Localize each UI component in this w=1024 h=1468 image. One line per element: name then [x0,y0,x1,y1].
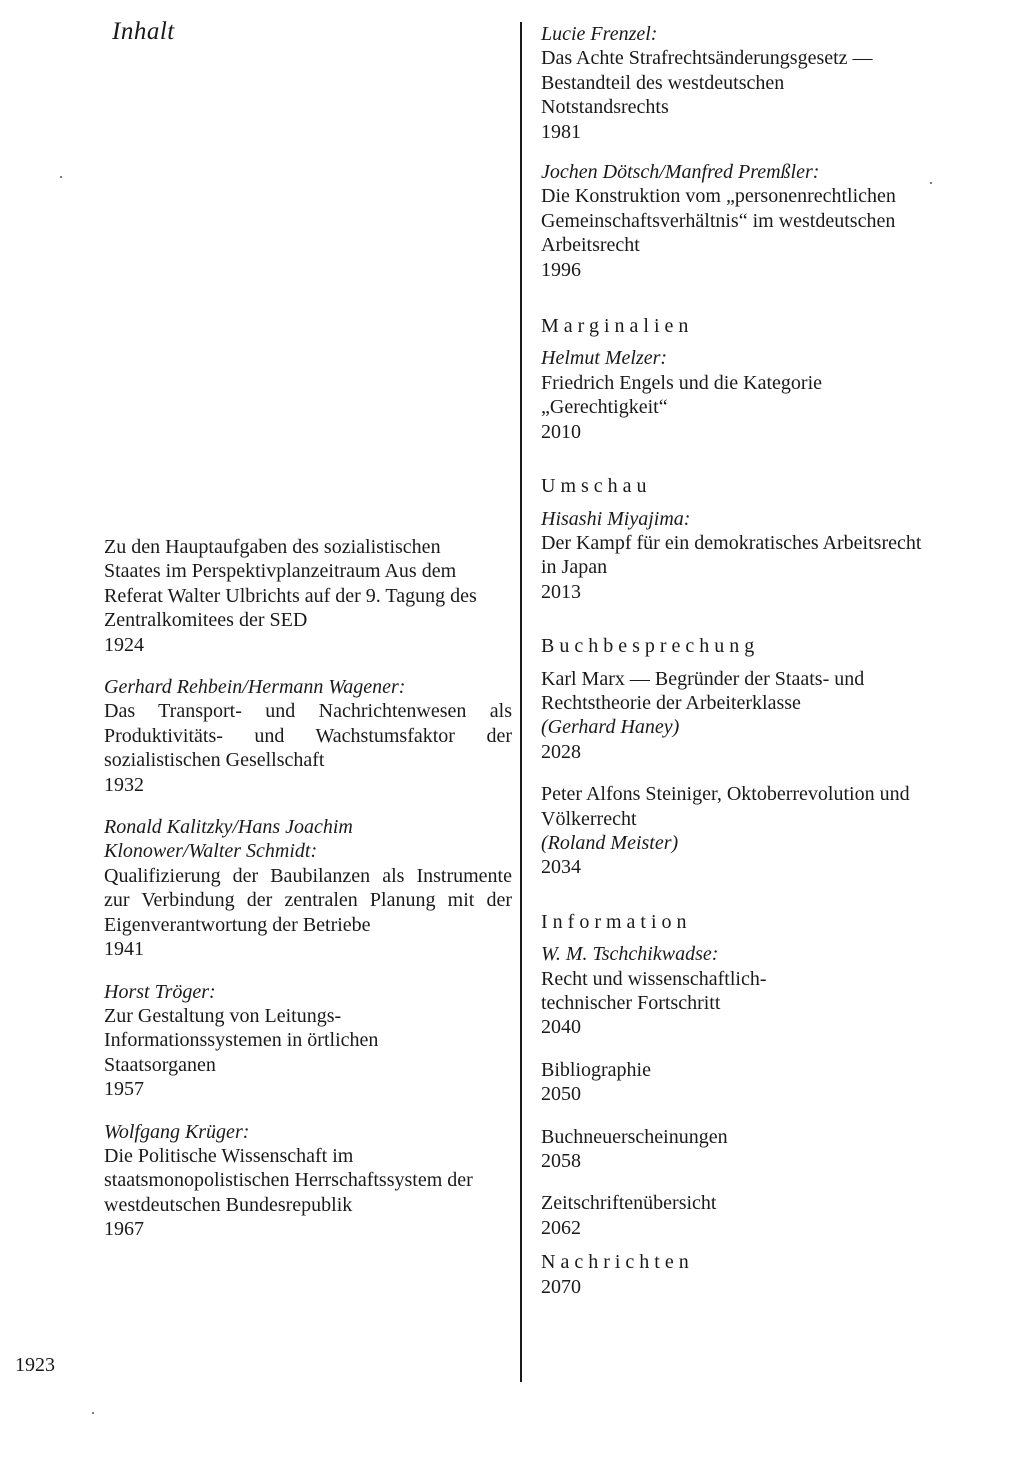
toc-entry[interactable] [541,346,951,444]
entry-reviewer: (Roland Meister) [541,831,679,854]
entry-page-number: 1967 [104,1218,144,1241]
entry-author: Gerhard Rehbein/Hermann Wagener: [104,676,406,699]
entry-page-number: 1924 [104,633,144,656]
section-heading-marginalien: Marginalien [541,315,694,338]
entry-title: Zu den Hauptaufgaben des sozialistischen Staates im Perspektivplanzeitraum Aus dem Referat Walter Ulbrichts auf der 9. Tagung des Zentralkomitees der SED [104,536,477,632]
entry-page-number: 1932 [104,773,144,796]
toc-entry[interactable] [104,980,512,1102]
page-title: Inhalt [112,18,175,45]
page-number: 1923 [15,1354,55,1376]
entry-page-number: 1957 [104,1078,144,1101]
entry-page-number: 1941 [104,938,144,961]
entry-title: Der Kampf für ein demokratisches Arbeitsrecht in Japan [541,531,922,579]
entry-page-number: 1996 [541,258,581,281]
entry-page-number: 1981 [541,120,581,143]
toc-entry[interactable] [541,782,951,880]
section-heading-nachrichten: Nachrichten [541,1251,694,1274]
entry-title: Karl Marx — Begründer der Staats- und Rechtstheorie der Arbeiterklasse [541,667,865,714]
entry-page-number: 2058 [541,1150,581,1173]
entry-title: Zeitschriftenübersicht [541,1192,717,1215]
entry-page-number: 2062 [541,1216,581,1239]
toc-entry[interactable] [104,675,512,797]
section-heading-buchbesprechung: Buchbesprechung [541,635,760,658]
entry-author: Helmut Melzer: [541,347,668,370]
entry-author: W. M. Tschchikwadse: [541,943,719,966]
entry-page-number: 2010 [541,420,581,443]
entry-title: Bibliographie [541,1058,651,1081]
toc-entry[interactable] [541,1191,951,1240]
entry-title: Das Transport- und Nachrichtenwesen als Produktivitäts- und Wachstumsfaktor der sozialistischen Gesellschaft [104,700,512,772]
entry-title: Die Politische Wissenschaft im staatsmonopolistischen Herrschaftssystem der westdeutschen Bundesrepublik [104,1144,473,1216]
entry-title: Peter Alfons Steiniger, Oktoberrevolution und Völkerrecht [541,783,910,830]
column-divider [520,22,522,1382]
section-heading-information: Information [541,910,692,933]
entry-author: Lucie Frenzel: [541,23,658,45]
toc-entry[interactable] [541,1275,951,1299]
entry-title: Das Achte Strafrechtsänderungsgesetz — Bestandteil des westdeutschen Notstandsrechts [541,47,873,119]
scan-speck [930,182,932,184]
left-column [104,535,512,1260]
entry-page-number: 2070 [541,1275,581,1298]
entry-title: Buchneuerscheinungen [541,1125,728,1148]
entry-page-number: 2034 [541,856,581,879]
entry-title: Friedrich Engels und die Kategorie „Gerechtigkeit“ [541,371,823,419]
toc-entry[interactable] [104,535,512,657]
entry-page-number: 2050 [541,1083,581,1106]
toc-entry[interactable] [541,1125,951,1174]
scan-speck [60,176,62,178]
entry-page-number: 2028 [541,740,581,763]
entry-title: Recht und wissenschaftlich-technischer Fortschritt [541,967,767,1014]
entry-title: Zur Gestaltung von Leitungs-Informationssystemen in örtlichen Staatsorganen [104,1004,379,1076]
entry-author: Jochen Dötsch/Manfred Premßler: [541,161,820,184]
toc-entry[interactable] [541,507,951,605]
right-column [541,22,951,1317]
toc-entry[interactable] [541,942,951,1040]
entry-reviewer: (Gerhard Haney) [541,716,680,739]
entry-author: Ronald Kalitzky/Hans Joachim Klonower/Walter Schmidt: [104,816,353,863]
entry-page-number: 2013 [541,580,581,603]
toc-entry[interactable] [541,160,951,282]
toc-entry[interactable] [104,815,512,961]
entry-author: Hisashi Miyajima: [541,507,691,530]
toc-entry[interactable] [541,1058,951,1107]
toc-entry[interactable] [104,1120,512,1242]
entry-author: Wolfgang Krüger: [104,1120,250,1143]
entry-page-number: 2040 [541,1016,581,1039]
toc-entry[interactable] [541,22,951,144]
entry-author: Horst Tröger: [104,980,216,1003]
section-heading-umschau: Umschau [541,475,652,498]
toc-entry[interactable] [541,667,951,765]
entry-title: Die Konstruktion vom „personenrechtlichen Gemeinschaftsverhältnis“ im westdeutschen Arbeitsrecht [541,185,896,257]
entry-title: Qualifizierung der Baubilanzen als Instrumente zur Verbindung der zentralen Planung mit der Eigenverantwortung der Betriebe [104,864,512,936]
scan-speck [92,1412,94,1414]
